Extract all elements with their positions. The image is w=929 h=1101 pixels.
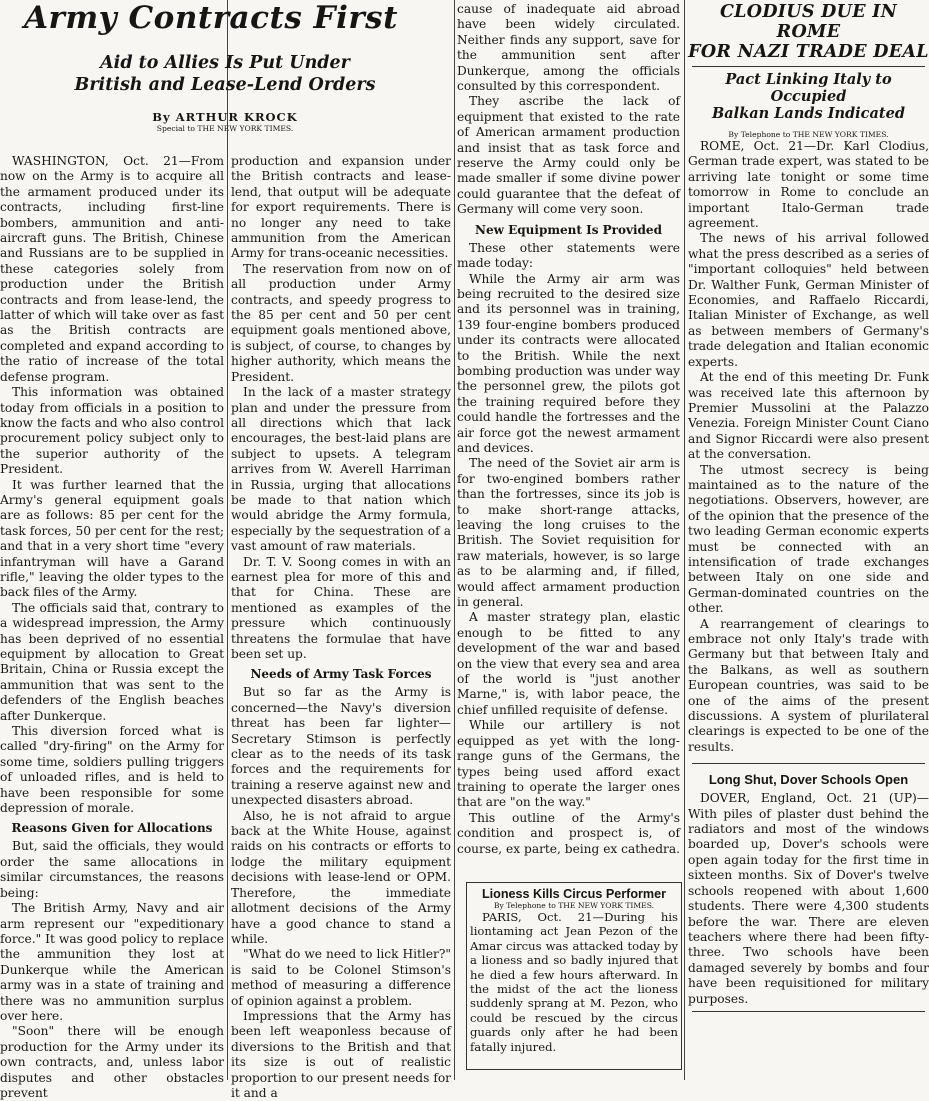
- subhead-needs: Needs of Army Task Forces: [250, 667, 432, 682]
- paragraph: The officials said that, contrary to a widespread impression, the Army has been deprived of no essential equipment by allocation to Great Britain, China or Russia except the ammunition that was sent to the defenders of the English beaches after Dunkerque.: [0, 600, 224, 723]
- clodius-headline-1: CLODIUS DUE IN ROME: [719, 2, 898, 42]
- paragraph: The reservation from now on of all production under Army contracts, and speedy progress to the 85 per cent and 50 per cent equipment goals mentioned above, is subject, of course, to changes by higher authority, which means the President.: [231, 261, 451, 384]
- paragraph: But so far as the Army is concerned—the Navy's diversion threat has been far lighter—Secretary Stimson is perfectly clear as to the needs of its task forces and the requirements for training a reserve against new and unexpected disasters abroad.: [231, 685, 451, 808]
- subhead-reasons: Reasons Given for Allocations: [11, 821, 213, 836]
- subhead-new-equipment: New Equipment Is Provided: [475, 222, 662, 237]
- paragraph: The British Army, Navy and air arm represent our "expeditionary force." It was good policy to replace the ammunition they lost at Dunkerque while the American army was in a state of training and there was no ammunition surplus over here.: [0, 901, 224, 1023]
- paragraph: Also, he is not afraid to argue back at the White House, against raids on his contracts or efforts to lodge the military equipment decisions with lease-lend or OPM. Therefore, the immediate allotment decisions of the Army have a good chance to stand a while.: [231, 808, 451, 946]
- paragraph: WASHINGTON, Oct. 21—From now on the Army is to acquire all the armament produced under its contracts, including first-line bombers, ammunition and anti-aircraft guns. The British, Chinese and Russians are to be supplied in these categories solely from production under the British contracts and from lease-lend, the latter of which will take over as fast as the British contracts are completed and expand according to the ratio of increase of the total defense program.: [0, 154, 224, 384]
- paragraph: This information was obtained today from officials in a position to know the facts and who also control procurement policy subject only to the superior authority of the President.: [0, 385, 224, 477]
- column-3: [457, 2, 680, 857]
- paragraph: cause of inadequate aid abroad have been widely circulated. Neither finds any support, save for the ammunition sent after Dunkerque, among the officials consulted by this correspondent.: [457, 2, 680, 94]
- paragraph: While our artillery is not equipped as yet with the long-range guns of the Germans, the types being used afford exact training to operate the larger ones that are "on the way.": [457, 718, 680, 810]
- paragraph: This diversion forced what is called "dry-firing" on the Army for some time, soldiers pulling triggers of unloaded rifles, and is held to have been responsible for some depression of morale.: [0, 724, 224, 816]
- paragraph: It was further learned that the Army's general equipment goals are as follows: 85 per cent for the task forces, 50 per cent for the rest; and that in a very short time "every infantryman will have a Garand rifle," leaving the older types to the back files of the Army.: [0, 477, 224, 600]
- paragraph: "Soon" there will be enough production for the Army under its own contracts, and, unless labor disputes and other obstacles prevent: [0, 1024, 224, 1100]
- lioness-article: [466, 882, 682, 1070]
- clodius-deck-2: Balkan Lands Indicated: [712, 105, 905, 122]
- column-1: [0, 154, 224, 1101]
- column-rule: [454, 0, 455, 1080]
- paragraph: "What do we need to lick Hitler?" is said to be Colonel Stimson's method of measuring a difference of opinion against a problem.: [231, 947, 451, 1008]
- column-2: [231, 154, 451, 1101]
- paragraph: But, said the officials, they would order the same allocations in similar circumstances, the reasons being:: [0, 839, 224, 900]
- paragraph: A rearrangement of clearings to embrace not only Italy's trade with Germany but that between Italy and the Balkans, as well as southern European countries, was said to be one of the aims of the present discussions. A system of plurilateral clearings is expected to be one of the results.: [688, 616, 929, 754]
- lioness-dateline: By Telephone to THE NEW YORK TIMES.: [493, 901, 655, 910]
- column-4: [688, 2, 929, 1016]
- headline: Army Contracts First: [24, 0, 398, 36]
- clodius-dateline: By Telephone to THE NEW YORK TIMES.: [728, 130, 889, 139]
- dover-headline: Long Shut, Dover Schools Open: [708, 772, 909, 788]
- clodius-deck-1: Pact Linking Italy to Occupied: [725, 71, 892, 105]
- dover-text: DOVER, England, Oct. 21 (UP)—With piles of plaster dust behind the radiators and most of the windows boarded up, Dover's schools were open again today for the first time in sixteen months. Six of Dover's twelve schools reopened with about 1,600 students. There were 4,300 students before the war. There are eleven teachers where there had been fifty-three. Two schools have been damaged severely by bombs and four have been requisitioned for military purposes.: [688, 791, 929, 1006]
- deck-line-2: British and Lease-Lend Orders: [74, 75, 376, 95]
- paragraph: Dr. T. V. Soong comes in with an earnest plea for more of this and that for China. These are mentioned as examples of the pressure which continuously threatens the formulae that have been set up.: [231, 554, 451, 661]
- lioness-headline: Lioness Kills Circus Performer: [481, 887, 667, 901]
- paragraph: This outline of the Army's condition and prospect is, of course, ex parte, being ex cathedra.: [457, 810, 680, 856]
- column-rule: [684, 0, 685, 1080]
- paragraph: The need of the Soviet air arm is for two-engined bombers rather than the fortresses, since its job is to make short-range attacks, leaving the long cruises to the British. The Soviet requisition for raw materials, however, is so large as to be alarming and, if filled, would affect armament production in general.: [457, 456, 680, 610]
- byline: By ARTHUR KROCK: [152, 110, 298, 124]
- army-article-header: [0, 0, 450, 135]
- paragraph: They ascribe the lack of equipment that existed to the rate of American armament production and insist that as task force and reserve the Army could only be made smaller if some divine power could guarantee that the defeat of Germany will come very soon.: [457, 94, 680, 217]
- clodius-headline-2: FOR NAZI TRADE DEAL: [688, 42, 929, 62]
- paragraph: At the end of this meeting Dr. Funk was received late this afternoon by Premier Mussolini at the Palazzo Venezia. Foreign Minister Count Ciano and Signor Riccardi were also present at the conversation.: [688, 370, 929, 462]
- rule: [692, 1011, 925, 1012]
- paragraph: These other statements were made today:: [457, 240, 680, 271]
- paragraph: The news of his arrival followed what the press described as a series of "important colloquies" held between Dr. Walther Funk, German Minister of Economies, and Raffaelo Riccardi, Italian Minister of Exchange, as well as between members of Germany's trade delegation and Italian economic experts.: [688, 231, 929, 369]
- rule: [692, 763, 925, 764]
- rule: [692, 66, 925, 67]
- paragraph: production and expansion under the British contracts and lease-lend, that output will be adequate for export requirements. There is no longer any need to take ammunition from the American Army for trans-oceanic necessities.: [231, 154, 451, 261]
- lioness-text: PARIS, Oct. 21—During his liontaming act Jean Pezon of the Amar circus was attacked today by a lioness and so badly injured that he died a few hours afterward. In the midst of the act the lioness suddenly sprang at M. Pezon, who could be rescued by the circus guards only after he had been fatally injured.: [470, 910, 678, 1054]
- column-rule: [227, 0, 228, 1080]
- paragraph: ROME, Oct. 21—Dr. Karl Clodius, German trade expert, was stated to be arriving late tonight or some time tomorrow in Rome to conclude an important Italo-German trade agreement.: [688, 139, 929, 231]
- deck-line-1: Aid to Allies Is Put Under: [100, 53, 350, 73]
- paragraph: The utmost secrecy is being maintained as to the nature of the negotiations. Observers, however, are of the opinion that the presence of the two leading German economic experts must be connected with an intensification of trade exchanges between Italy on one side and German-dominated countries on the other.: [688, 462, 929, 616]
- paragraph: While the Army air arm was being recruited to the desired size and its personnel was in training, 139 four-engine bombers produced under its contracts were allocated to the British. While the next bombing production was under way the personnel grew, the pilots got the training required before they could handle the fortresses and the air force got the newest armament and devices.: [457, 271, 680, 455]
- paragraph: Impressions that the Army has been left weaponless because of diversions to the British and that its size is out of realistic proportion to our present needs for it and a: [231, 1008, 451, 1100]
- special-dateline: Special to THE NEW YORK TIMES.: [156, 124, 294, 133]
- paragraph: A master strategy plan, elastic enough to be fitted to any development of the war and based on the view that every sea and area of the world is "just another Marne," is, with labor peace, the chief unfilled requisite of defense.: [457, 610, 680, 717]
- paragraph: In the lack of a master strategy plan and under the pressure from all directions which that lack encourages, the best-laid plans are subject to upsets. A telegram arrives from W. Averell Harriman in Russia, urging that allocations be made to that nation which would abridge the Army formula, especially by the sequestration of a vast amount of raw materials.: [231, 385, 451, 554]
